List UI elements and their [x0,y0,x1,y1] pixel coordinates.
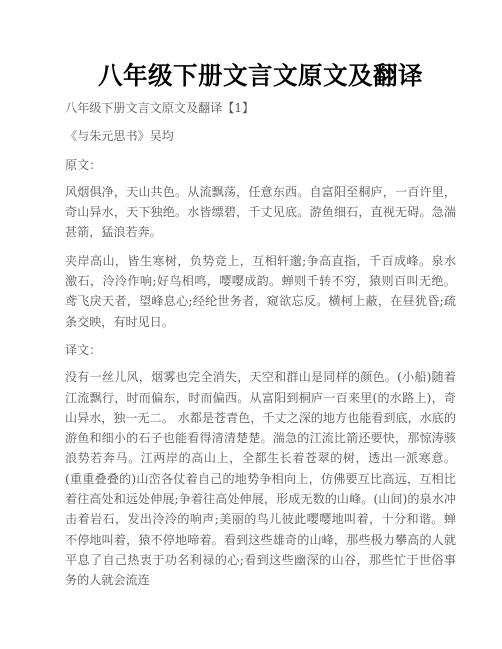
work-title: 《与朱元思书》吴均 [65,129,174,144]
original-paragraph-1: 风烟俱净，天山共色。从流飘荡，任意东西。自富阳至桐庐，一百许里，奇山异水，天下独绝。水皆缥碧，千丈见底。游鱼细石，直视无碍。急湍甚箭，猛浪若奔。 [65,184,456,240]
translation-paragraph: 没有一丝儿风，烟雾也完全消失，天空和群山是同样的颜色。(小船)随着江流飘行，时而偏东，时而偏西。从富阳到桐庐一百来里(的水路上)，奇山异水，独一无二。 水都是苍青色，千丈之深的地方也能看到底，水底的游鱼和细小的石子也能看得清清楚楚。湍急的江流比箭还要快，那惊涛骇浪势若奔马。江两岸的高山上，全都生长着苍翠的树，透出一派寒意。(重重叠叠的)山峦各仗着自己的地势争相向上，仿佛要互比高远，互相比着往高处和远处伸展;争着往高处伸展，形成无数的山峰。(山间)的泉水冲击着岩石，发出泠泠的响声;美丽的鸟儿彼此嘤嘤地叫着，十分和谐。蝉不停地叫着，猿不停地啼着。看到这些雄奇的山峰，那些极力攀高的人就平息了自己热衷于功名利禄的心;看到这些幽深的山谷，那些忙于世俗事务的人就会流连 [65,370,456,588]
original-label: 原文： [65,157,102,172]
document-title: 八年级下册文言文原文及翻译 [98,61,423,90]
original-paragraph-2: 夹岸高山，皆生寒树，负势竞上，互相轩邈;争高直指，千百成峰。泉水激石，泠泠作响;好鸟相鸣，嘤嘤成韵。蝉则千转不穷，猿则百叫无绝。鸢飞戾天者，望峰息心;经纶世务者，窥欲忘反。横柯上蔽，在昼犹昏;疏条交映，有时见日。 [65,253,456,329]
translation-label: 译文： [65,342,102,357]
document-subtitle: 八年级下册文言文原文及翻译【1】 [65,101,255,115]
